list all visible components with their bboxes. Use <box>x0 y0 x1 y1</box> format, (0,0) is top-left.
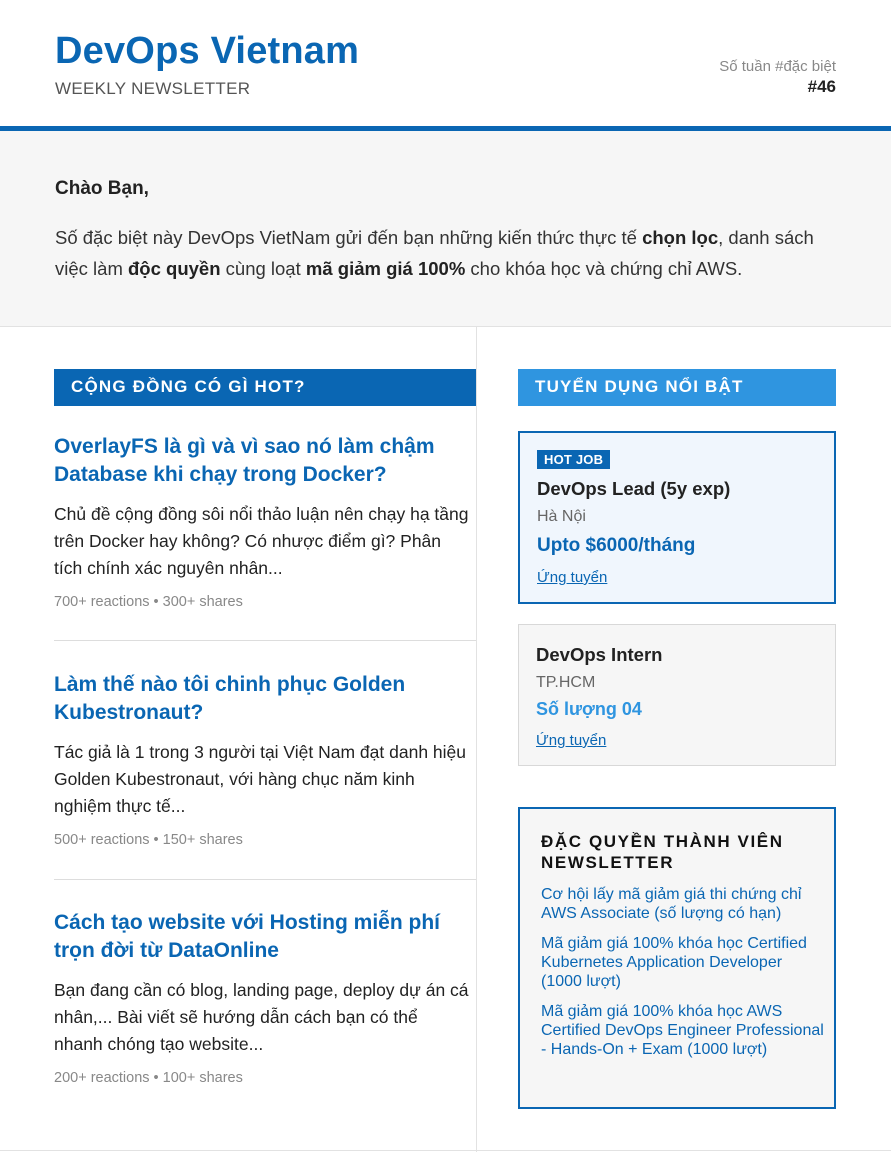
article-description: Chủ đề cộng đồng sôi nổi thảo luận nên chạy hạ tầng trên Docker hay không? Có nhược điểm gì? Phân tích chính xác nguyên nhân... <box>54 504 469 578</box>
article-description: Bạn đang cần có blog, landing page, deploy dự án cá nhân,... Bài viết sẽ hướng dẫn cách bạn có thể nhanh chóng tạo website... <box>54 980 469 1054</box>
article-item <box>54 671 476 848</box>
perks-list <box>541 885 826 1070</box>
apply-link[interactable]: Ứng tuyển <box>536 732 607 749</box>
job-openings: Số lượng 04 <box>536 699 642 719</box>
article-stats: 500+ reactions • 150+ shares <box>54 832 243 848</box>
intro-text-part: cùng loạt <box>220 258 306 279</box>
intro-section <box>0 131 891 327</box>
intro-text-part: Số đặc biệt này DevOps VietNam gửi đến bạn những kiến thức thực tế <box>55 227 643 248</box>
hot-job-badge: HOT JOB <box>537 450 610 469</box>
article-item <box>54 909 476 1086</box>
article-description: Tác giả là 1 trong 3 người tại Việt Nam đạt danh hiệu Golden Kubestronaut, với hàng chục năm kinh nghiệm thực tế... <box>54 742 467 816</box>
issue-number: #46 <box>807 77 836 96</box>
issue-label: Số tuần #đặc biệt <box>719 58 836 75</box>
job-card <box>518 624 836 766</box>
article-separator <box>54 640 476 641</box>
article-separator <box>54 879 476 880</box>
job-salary: Upto $6000/tháng <box>537 535 696 556</box>
intro-highlight: mã giảm giá 100% <box>305 258 466 279</box>
article-stats: 200+ reactions • 100+ shares <box>54 1070 243 1086</box>
intro-text-part: cho khóa học và chứng chỉ AWS. <box>465 258 743 279</box>
community-heading: CỘNG ĐỒNG CÓ GÌ HOT? <box>54 369 476 406</box>
job-title: DevOps Lead (5y exp) <box>537 478 731 499</box>
perk-link[interactable]: Mã giảm giá 100% khóa học Certified Kubernetes Application Developer (1000 lượt) <box>541 935 807 990</box>
article-item <box>54 433 476 610</box>
intro-highlight: chọn lọc <box>642 227 719 248</box>
newsletter-header <box>0 0 891 126</box>
perks-title: ĐẶC QUYỀN THÀNH VIÊN NEWSLETTER <box>541 832 784 872</box>
intro-text <box>55 222 845 284</box>
job-location: TP.HCM <box>536 674 596 691</box>
job-title: DevOps Intern <box>536 644 663 665</box>
column-divider <box>476 327 477 1152</box>
greeting: Chào Bạn, <box>55 178 149 199</box>
job-card-featured <box>518 431 836 604</box>
article-title-link[interactable]: OverlayFS là gì và vì sao nó làm chậm Database khi chạy trong Docker? <box>54 435 435 486</box>
member-perks-box <box>518 807 836 1109</box>
brand-subtitle: WEEKLY NEWSLETTER <box>55 79 251 98</box>
article-stats: 700+ reactions • 300+ shares <box>54 594 243 610</box>
article-title-link[interactable]: Cách tạo website với Hosting miễn phí trọn đời từ DataOnline <box>54 911 440 962</box>
article-title-link[interactable]: Làm thế nào tôi chinh phục Golden Kubestronaut? <box>54 673 406 724</box>
footer-divider <box>0 1150 891 1151</box>
intro-text-part: , danh sách việc làm <box>55 227 814 279</box>
perk-link[interactable]: Mã giảm giá 100% khóa học AWS Certified DevOps Engineer Professional - Hands-On + Exam (1000 lượt) <box>541 1003 824 1058</box>
apply-link[interactable]: Ứng tuyển <box>537 569 608 586</box>
intro-highlight: độc quyền <box>128 258 221 279</box>
perk-link[interactable]: Cơ hội lấy mã giảm giá thi chứng chỉ AWS Associate (số lượng có hạn) <box>541 886 802 922</box>
jobs-heading: TUYỂN DỤNG NỔI BẬT <box>518 369 836 406</box>
job-location: Hà Nội <box>537 508 586 525</box>
brand-title: DevOps Vietnam <box>55 30 360 72</box>
